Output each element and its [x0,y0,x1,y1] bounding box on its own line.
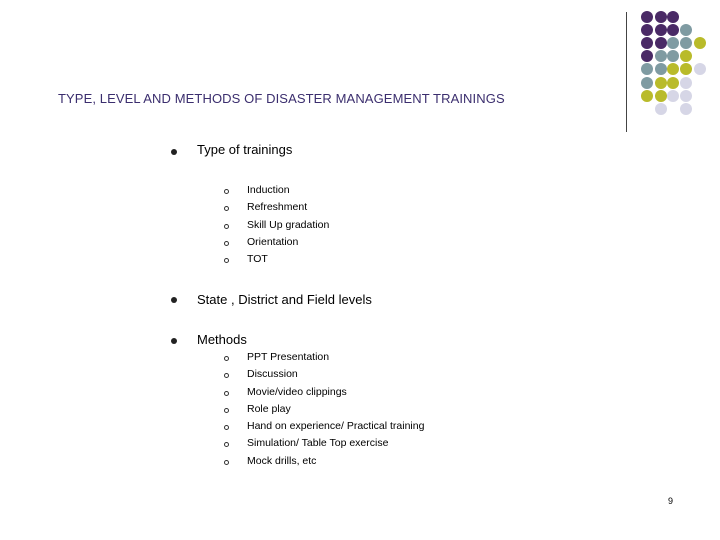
decorative-dot-grid [0,0,720,140]
decor-dot [694,37,706,49]
decor-dot [655,50,667,62]
section-heading-levels: State , District and Field levels [197,292,372,307]
hollow-bullet-icon [224,391,229,396]
decor-dot [680,103,692,115]
bullet-icon [171,297,177,303]
decor-dot [641,50,653,62]
bullet-icon [171,338,177,344]
decor-dot [667,50,679,62]
hollow-bullet-icon [224,425,229,430]
decor-dot [655,77,667,89]
decor-dot [655,11,667,23]
hollow-bullet-icon [224,224,229,229]
section-heading-methods: Methods [197,332,247,347]
decor-dot [641,63,653,75]
bullet-icon [171,149,177,155]
slide-title: TYPE, LEVEL AND METHODS OF DISASTER MANAGEMENT TRAININGS [58,91,505,106]
hollow-bullet-icon [224,206,229,211]
hollow-bullet-icon [224,408,229,413]
decor-dot [680,37,692,49]
hollow-bullet-icon [224,258,229,263]
decor-dot [667,24,679,36]
decor-dot [694,63,706,75]
section-heading-types: Type of trainings [197,142,293,157]
decor-dot [655,90,667,102]
decor-dot [641,11,653,23]
hollow-bullet-icon [224,460,229,465]
page-number: 9 [668,496,674,506]
decor-dot [680,24,692,36]
decor-dot [667,90,679,102]
decor-dot [655,103,667,115]
decor-dot [680,90,692,102]
decor-dot [655,63,667,75]
decor-dot [680,50,692,62]
decor-dot [680,77,692,89]
decor-dot [641,77,653,89]
hollow-bullet-icon [224,356,229,361]
decor-dot [641,37,653,49]
decor-dot [655,37,667,49]
decor-dot [667,77,679,89]
hollow-bullet-icon [224,442,229,447]
title-divider [626,12,627,132]
decor-dot [641,24,653,36]
decor-dot [680,63,692,75]
decor-dot [667,63,679,75]
hollow-bullet-icon [224,189,229,194]
decor-dot [667,37,679,49]
decor-dot [641,90,653,102]
decor-dot [655,24,667,36]
decor-dot [667,11,679,23]
hollow-bullet-icon [224,373,229,378]
hollow-bullet-icon [224,241,229,246]
